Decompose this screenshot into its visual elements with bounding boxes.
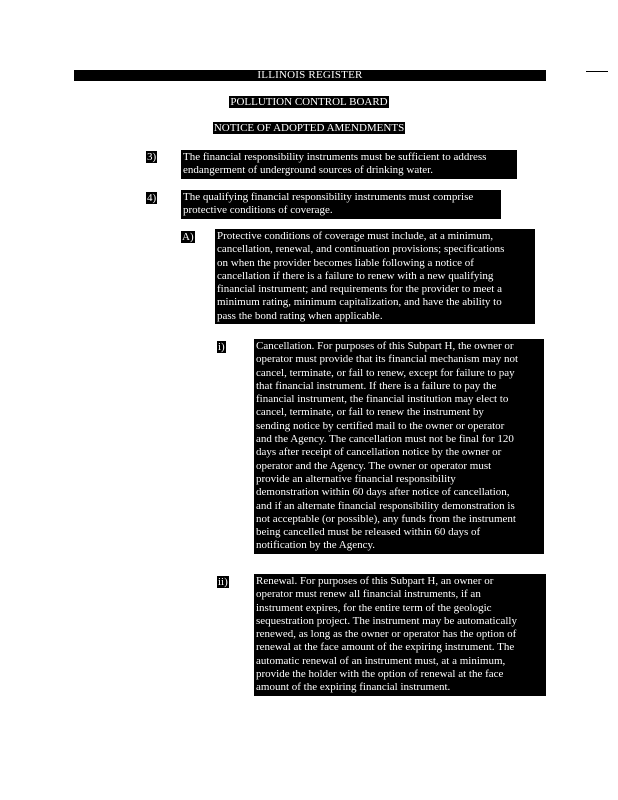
item-3-marker: 3) <box>147 151 157 163</box>
text-line: operator must renew all financial instruments, if an <box>256 588 481 601</box>
register-header: ILLINOIS REGISTER <box>74 70 546 81</box>
text-line: operator must provide that its financial mechanism may not <box>256 353 519 366</box>
item-a-marker: A) <box>182 231 194 243</box>
text-line: sequestration project. The instrument may be automatically <box>256 614 517 627</box>
text-line: renewal at the face amount of the expiring instrument. The <box>256 641 515 654</box>
item-ii-marker: ii) <box>218 576 228 588</box>
text-line: cancellation, renewal, and continuation provisions; specifications <box>217 243 505 256</box>
page-edge-mark <box>586 71 608 72</box>
item-i-paragraph <box>254 339 544 554</box>
item-i-marker: i) <box>218 341 225 353</box>
text-line: cancel, terminate, or fail to renew the instrument by <box>256 406 484 419</box>
text-line: and if an alternate financial responsibility demonstration is <box>256 499 515 512</box>
text-line: The qualifying financial responsibility instruments must comprise <box>183 191 474 203</box>
text-line: sending notice by certified mail to the owner or operator <box>256 419 505 432</box>
item-4-marker: 4) <box>147 192 157 204</box>
text-line: cancellation if there is a failure to renew with a new qualifying <box>217 269 494 282</box>
text-line: pass the bond rating when applicable. <box>217 309 383 322</box>
notice-title <box>0 122 618 134</box>
text-line: protective conditions of coverage. <box>183 204 333 217</box>
text-line: financial instrument, the financial institution may elect to <box>256 393 509 406</box>
text-line: renewed, as long as the owner or operator has the option of <box>256 628 517 641</box>
item-4-paragraph <box>181 190 501 219</box>
notice-title-text: NOTICE OF ADOPTED AMENDMENTS <box>213 122 405 134</box>
text-line: demonstration within 60 days after notice of cancellation, <box>256 486 510 499</box>
text-line: The financial responsibility instruments must be sufficient to address <box>183 151 487 163</box>
text-line: on when the provider becomes liable following a notice of <box>217 256 474 269</box>
text-line: cancel, terminate, or fail to renew, except for failure to pay <box>256 366 515 379</box>
text-line: notification by the Agency. <box>256 539 376 552</box>
text-line: minimum rating, minimum capitalization, and have the ability to <box>217 296 502 309</box>
text-line: operator and the Agency. The owner or operator must <box>256 459 492 472</box>
text-line: that financial instrument. If there is a failure to pay the <box>256 379 497 392</box>
text-line: days after receipt of cancellation notice by the owner or <box>256 446 502 459</box>
text-line: provide an alternative financial responsibility <box>256 472 456 485</box>
item-ii-paragraph <box>254 574 546 696</box>
text-line: and the Agency. The cancellation must not be final for 120 <box>256 433 514 446</box>
text-line: provide the holder with the option of renewal at the face <box>256 668 504 681</box>
item-3-paragraph <box>181 150 517 179</box>
text-line: being cancelled must be released within 60 days of <box>256 526 481 539</box>
text-line: Protective conditions of coverage must include, at a minimum, <box>217 230 494 242</box>
item-a-paragraph <box>215 229 535 324</box>
text-line: not acceptable (or possible), any funds from the instrument <box>256 512 516 525</box>
board-title <box>0 96 618 108</box>
text-line: financial instrument; and requirements for the provider to meet a <box>217 283 502 296</box>
text-line: amount of the expiring financial instrument. <box>256 681 451 694</box>
board-title-text: POLLUTION CONTROL BOARD <box>230 96 388 108</box>
text-line: Cancellation. For purposes of this Subpart H, the owner or <box>256 340 514 352</box>
text-line: Renewal. For purposes of this Subpart H, an owner or <box>256 575 494 587</box>
text-line: instrument expires, for the entire term of the geologic <box>256 601 492 614</box>
text-line: endangerment of underground sources of drinking water. <box>183 164 433 177</box>
text-line: automatic renewal of an instrument must, at a minimum, <box>256 654 506 667</box>
